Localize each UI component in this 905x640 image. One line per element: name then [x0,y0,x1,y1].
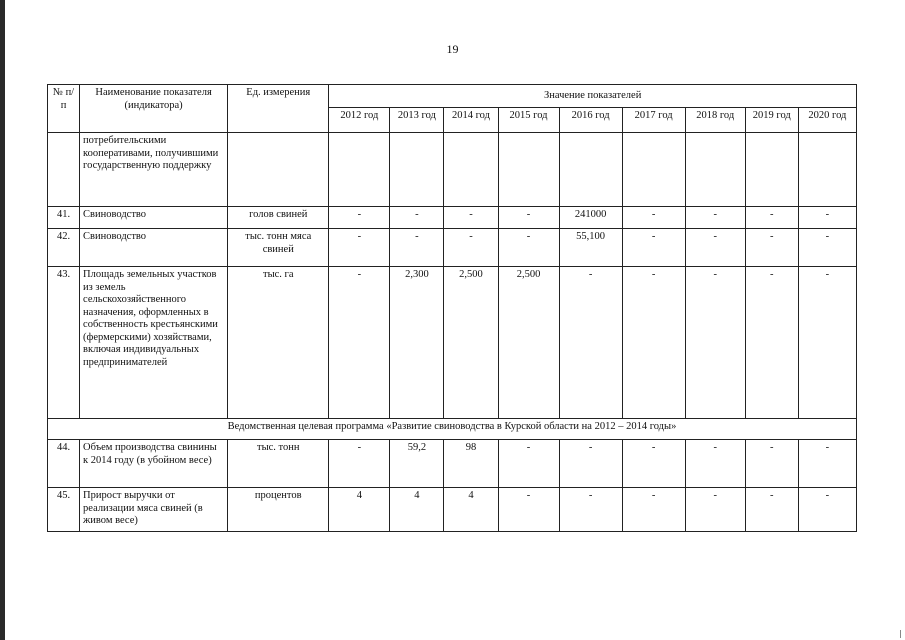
indicator-value: - [685,207,745,229]
table-body [48,133,857,532]
header-unit: Ед. измерения [228,85,329,133]
header-name: Наименование показателя (индикатора) [80,85,228,133]
indicator-value [329,133,390,207]
row-number: 41. [48,207,80,229]
indicator-value: - [559,488,622,532]
indicator-value: 241000 [559,207,622,229]
row-number: 43. [48,267,80,419]
page-edge-bar [0,0,5,640]
table-row [48,207,857,229]
indicator-value: - [745,488,798,532]
indicator-value: - [745,229,798,267]
table-row [48,440,857,488]
indicator-value [444,133,498,207]
table-row [48,267,857,419]
indicator-value: - [798,267,856,419]
table-row [48,133,857,207]
indicator-value: - [559,440,622,488]
indicator-value: 98 [444,440,498,488]
indicator-value: - [685,229,745,267]
header-num: № п/п [48,85,80,133]
indicator-value: - [685,267,745,419]
page-number: 19 [446,42,459,56]
indicator-value: - [444,229,498,267]
indicator-value: - [745,440,798,488]
indicator-value: - [798,440,856,488]
indicator-value: - [745,267,798,419]
indicator-value: - [745,207,798,229]
indicator-value [745,133,798,207]
indicator-value: 4 [444,488,498,532]
indicator-value: - [329,267,390,419]
header-year: 2016 год [559,108,622,133]
section-row [48,419,857,440]
header-year: 2013 год [390,108,444,133]
indicator-value: - [622,229,685,267]
indicator-value: - [329,229,390,267]
indicator-value: 4 [390,488,444,532]
header-row-main [48,85,857,108]
indicator-value: - [798,207,856,229]
indicator-value: - [390,207,444,229]
header-year: 2014 год [444,108,498,133]
unit-of-measure [228,133,329,207]
indicator-value: - [498,440,559,488]
indicator-name: потребительскими кооперативами, получившими государственную поддержку [80,133,228,207]
row-number [48,133,80,207]
header-year: 2020 год [798,108,856,133]
indicator-value: - [798,488,856,532]
unit-of-measure: тыс. тонн мяса свиней [228,229,329,267]
indicator-name: Объем производства свинины к 2014 году (в убойном весе) [80,440,228,488]
table-row [48,229,857,267]
indicator-value: - [498,488,559,532]
indicator-name: Прирост выручки от реализации мяса свиней (в живом весе) [80,488,228,532]
row-number: 42. [48,229,80,267]
indicator-name: Площадь земельных участков из земель сельскохозяйственного назначения, оформленных в собственность крестьянскими (фермерскими) хозяйствами, включая индивидуальных предпринимателей [80,267,228,419]
indicator-value: - [329,440,390,488]
header-year: 2012 год [329,108,390,133]
indicator-value [390,133,444,207]
indicator-value [622,133,685,207]
indicator-value: - [622,440,685,488]
header-year: 2018 год [685,108,745,133]
page-corner-mark [900,630,901,638]
indicator-name: Свиноводство [80,229,228,267]
section-title: Ведомственная целевая программа «Развитие свиноводства в Курской области на 2012 – 2014 годы» [48,419,857,440]
indicator-value: - [329,207,390,229]
indicator-value: - [798,229,856,267]
indicator-value: 4 [329,488,390,532]
indicator-value: - [498,229,559,267]
header-year: 2019 год [745,108,798,133]
unit-of-measure: тыс. тонн [228,440,329,488]
indicator-value: - [444,207,498,229]
header-year: 2015 год [498,108,559,133]
unit-of-measure: тыс. га [228,267,329,419]
indicator-value: 2,500 [498,267,559,419]
header-year: 2017 год [622,108,685,133]
indicator-value: - [685,440,745,488]
indicator-value: 55,100 [559,229,622,267]
header-values: Значение показателей [329,85,857,108]
indicator-value: 59,2 [390,440,444,488]
indicator-value: - [390,229,444,267]
indicator-value: 2,500 [444,267,498,419]
indicator-value [559,133,622,207]
indicator-value [685,133,745,207]
indicator-value: - [559,267,622,419]
indicator-value: - [685,488,745,532]
table-row [48,488,857,532]
row-number: 44. [48,440,80,488]
indicator-value [798,133,856,207]
indicator-value: - [498,207,559,229]
unit-of-measure: голов свиней [228,207,329,229]
indicator-name: Свиноводство [80,207,228,229]
indicator-value [498,133,559,207]
indicator-value: - [622,488,685,532]
indicator-value: - [622,207,685,229]
row-number: 45. [48,488,80,532]
unit-of-measure: процентов [228,488,329,532]
indicator-value: 2,300 [390,267,444,419]
indicators-table [47,84,857,532]
indicator-value: - [622,267,685,419]
